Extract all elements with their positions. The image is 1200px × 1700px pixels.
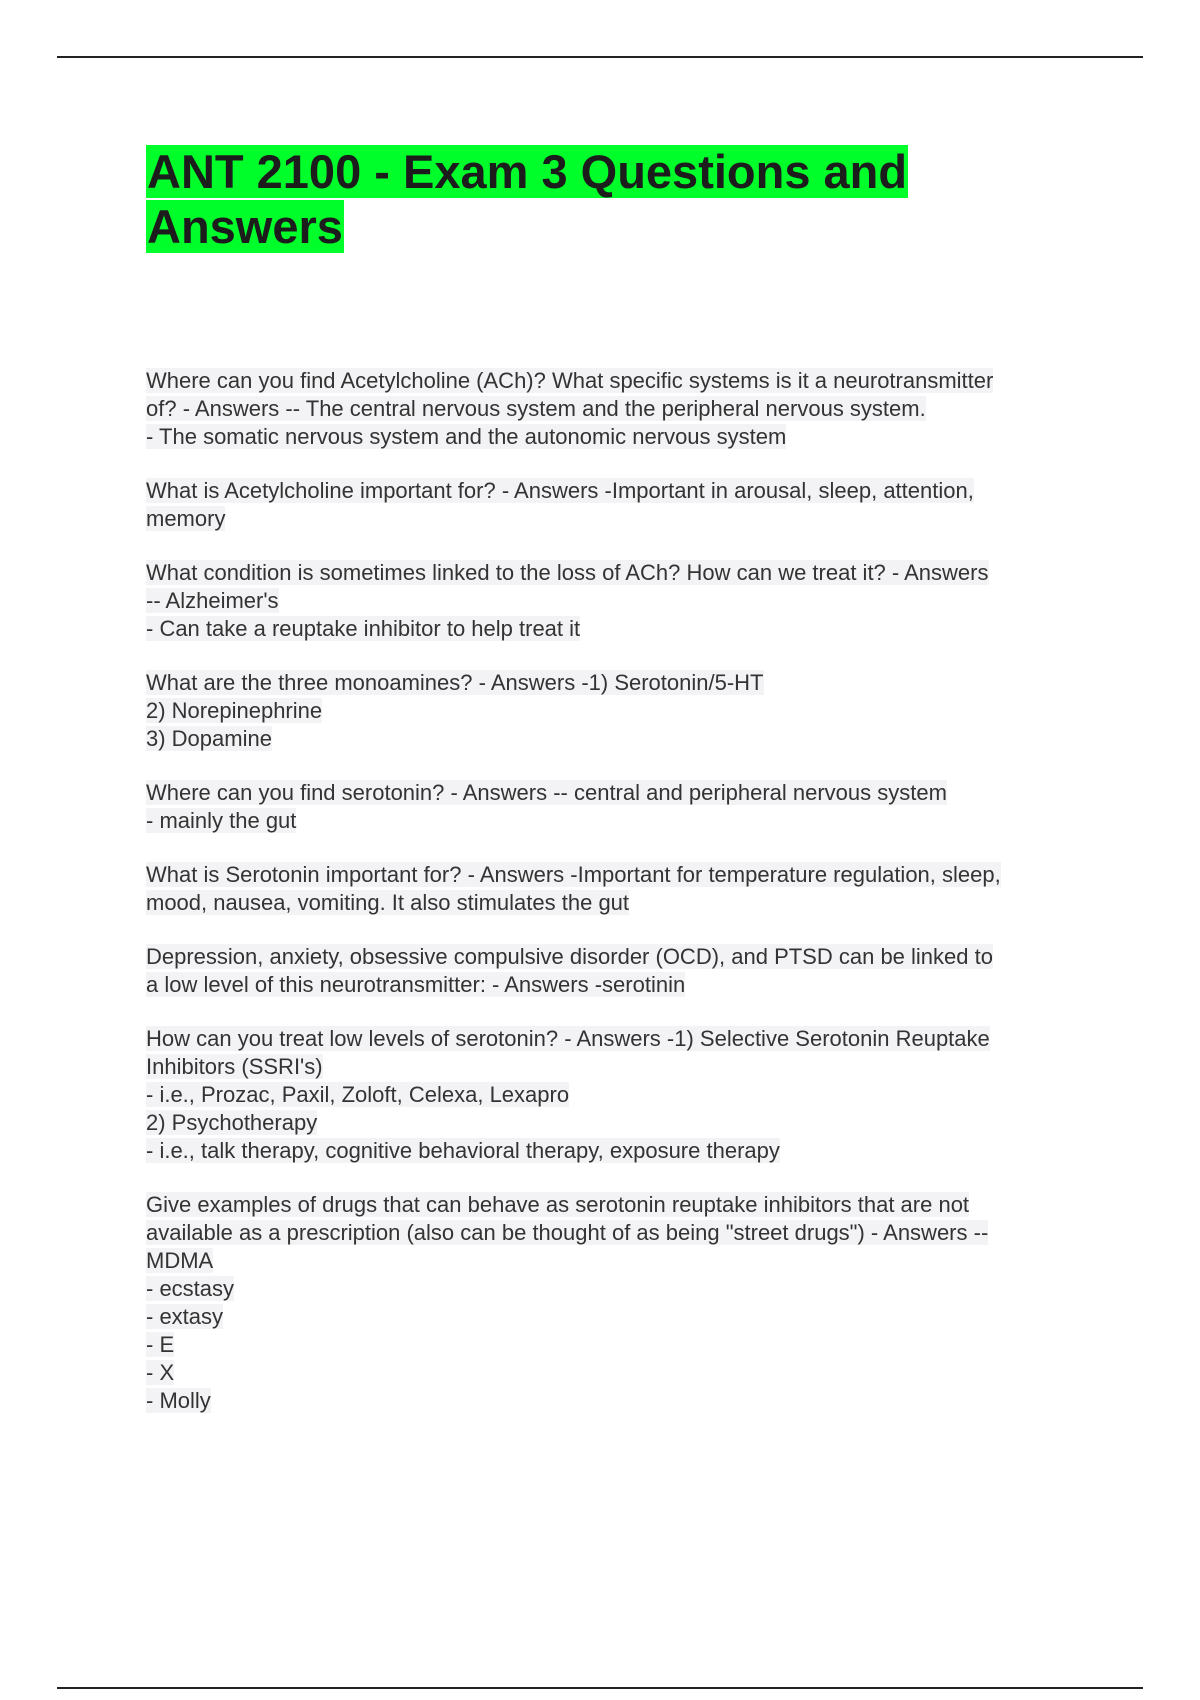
qa-line-text: What is Acetylcholine important for? - Answers -Important in arousal, sleep, attention, xyxy=(146,478,974,503)
qa-line-text: of? - Answers -- The central nervous system and the peripheral nervous system. xyxy=(146,396,926,421)
qa-line xyxy=(146,395,1096,423)
qa-line-text: - i.e., talk therapy, cognitive behavioral therapy, exposure therapy xyxy=(146,1138,780,1163)
document-title xyxy=(146,144,1046,254)
qa-line-text: - X xyxy=(146,1360,175,1385)
qa-line xyxy=(146,1359,1096,1387)
qa-line xyxy=(146,779,1096,807)
qa-line xyxy=(146,889,1096,917)
qa-line-text: - ecstasy xyxy=(146,1276,235,1301)
qa-line-text: - mainly the gut xyxy=(146,808,297,833)
qa-list xyxy=(146,367,1096,1441)
qa-line xyxy=(146,1303,1096,1331)
qa-line xyxy=(146,615,1096,643)
qa-entry xyxy=(146,559,1096,643)
qa-entry xyxy=(146,669,1096,753)
qa-line-text: Where can you find serotonin? - Answers -- central and peripheral nervous system xyxy=(146,780,947,805)
qa-entry xyxy=(146,943,1096,999)
qa-entry xyxy=(146,779,1096,835)
qa-line xyxy=(146,1053,1096,1081)
title-line: ANT 2100 - Exam 3 Questions and xyxy=(147,145,908,198)
qa-line xyxy=(146,697,1096,725)
qa-entry xyxy=(146,367,1096,451)
qa-line xyxy=(146,423,1096,451)
qa-line-text: memory xyxy=(146,506,226,531)
qa-entry xyxy=(146,1025,1096,1165)
qa-line xyxy=(146,1081,1096,1109)
qa-entry xyxy=(146,1191,1096,1415)
qa-entry xyxy=(146,861,1096,917)
qa-entry xyxy=(146,477,1096,533)
qa-line xyxy=(146,477,1096,505)
qa-line-text: available as a prescription (also can be thought of as being "street drugs") - Answers -- xyxy=(146,1220,989,1245)
qa-line xyxy=(146,943,1096,971)
qa-line-text: MDMA xyxy=(146,1248,214,1273)
qa-line xyxy=(146,559,1096,587)
qa-line xyxy=(146,1387,1096,1415)
qa-line-text: mood, nausea, vomiting. It also stimulates the gut xyxy=(146,890,630,915)
qa-line xyxy=(146,669,1096,697)
qa-line xyxy=(146,1137,1096,1165)
qa-line-text: 2) Psychotherapy xyxy=(146,1110,318,1135)
footer-rule xyxy=(57,1687,1143,1689)
qa-line-text: How can you treat low levels of serotonin? - Answers -1) Selective Serotonin Reuptake xyxy=(146,1026,990,1051)
qa-line-text: - E xyxy=(146,1332,175,1357)
qa-line-text: - i.e., Prozac, Paxil, Zoloft, Celexa, Lexapro xyxy=(146,1082,570,1107)
qa-line xyxy=(146,1219,1096,1247)
header-rule xyxy=(57,56,1143,58)
qa-line xyxy=(146,861,1096,889)
qa-line xyxy=(146,807,1096,835)
qa-line-text: a low level of this neurotransmitter: - Answers -serotinin xyxy=(146,972,686,997)
qa-line-text: - Molly xyxy=(146,1388,211,1413)
qa-line-text: - extasy xyxy=(146,1304,224,1329)
qa-line xyxy=(146,971,1096,999)
qa-line xyxy=(146,367,1096,395)
qa-line xyxy=(146,1109,1096,1137)
qa-line-text: What condition is sometimes linked to the loss of ACh? How can we treat it? - Answers xyxy=(146,560,989,585)
qa-line-text: 2) Norepinephrine xyxy=(146,698,323,723)
qa-line xyxy=(146,505,1096,533)
qa-line xyxy=(146,1191,1096,1219)
qa-line-text: What is Serotonin important for? - Answers -Important for temperature regulation, sleep, xyxy=(146,862,1001,887)
qa-line xyxy=(146,1275,1096,1303)
qa-line-text: - The somatic nervous system and the autonomic nervous system xyxy=(146,424,787,449)
qa-line-text: Where can you find Acetylcholine (ACh)? What specific systems is it a neurotransmitter xyxy=(146,368,994,393)
qa-line-text: Inhibitors (SSRI's) xyxy=(146,1054,323,1079)
qa-line xyxy=(146,725,1096,753)
qa-line xyxy=(146,587,1096,615)
title-line: Answers xyxy=(147,200,343,253)
qa-line-text: Give examples of drugs that can behave as serotonin reuptake inhibitors that are not xyxy=(146,1192,970,1217)
qa-line-text: -- Alzheimer's xyxy=(146,588,279,613)
qa-line-text: 3) Dopamine xyxy=(146,726,272,751)
qa-line-text: Depression, anxiety, obsessive compulsive disorder (OCD), and PTSD can be linked to xyxy=(146,944,993,969)
qa-line xyxy=(146,1247,1096,1275)
qa-line xyxy=(146,1331,1096,1359)
qa-line xyxy=(146,1025,1096,1053)
qa-line-text: What are the three monoamines? - Answers -1) Serotonin/5-HT xyxy=(146,670,764,695)
qa-line-text: - Can take a reuptake inhibitor to help treat it xyxy=(146,616,581,641)
